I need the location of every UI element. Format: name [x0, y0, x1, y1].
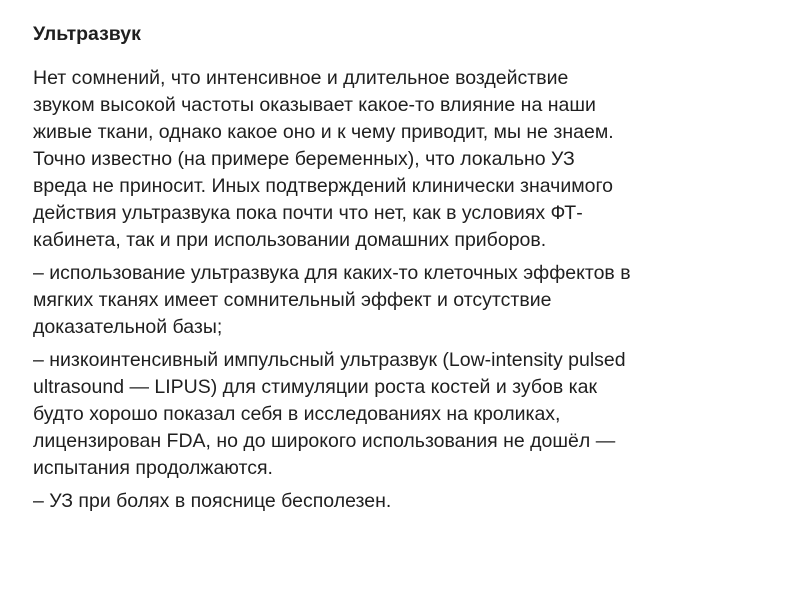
paragraph-lipus	[33, 347, 773, 482]
text-line: будто хорошо показал себя в исследованиях на кроликах,	[33, 403, 561, 425]
text-line: испытания продолжаются.	[33, 457, 273, 479]
paragraph-intro	[33, 65, 773, 254]
text-line: мягких тканях имеет сомнительный эффект и отсутствие	[33, 289, 552, 311]
text-line: доказательной базы;	[33, 316, 223, 338]
text-line: лицензирован FDA, но до широкого использования не дошёл —	[33, 430, 616, 452]
text-line: Точно известно (на примере беременных), что локально УЗ	[33, 148, 575, 170]
text-line: Нет сомнений, что интенсивное и длительное воздействие	[33, 67, 569, 89]
slide-title: Ультразвук	[33, 23, 141, 45]
slide-body	[33, 65, 773, 521]
text-line: – использование ультразвука для каких-то клеточных эффектов в	[33, 262, 631, 284]
text-line: – низкоинтенсивный импульсный ультразвук (Low-intensity pulsed	[33, 349, 626, 371]
paragraph-soft-tissue	[33, 260, 773, 341]
text-line: ultrasound — LIPUS) для стимуляции роста костей и зубов как	[33, 376, 597, 398]
text-line: звуком высокой частоты оказывает какое-то влияние на наши	[33, 94, 596, 116]
paragraph-back-pain	[33, 488, 773, 515]
text-line: – УЗ при болях в пояснице бесполезен.	[33, 490, 392, 512]
text-line: вреда не приносит. Иных подтверждений клинически значимого	[33, 175, 614, 197]
text-line: кабинета, так и при использовании домашних приборов.	[33, 229, 547, 251]
text-line: действия ультразвука пока почти что нет, как в условиях ФТ-	[33, 202, 583, 224]
text-line: живые ткани, однако какое оно и к чему приводит, мы не знаем.	[33, 121, 614, 143]
